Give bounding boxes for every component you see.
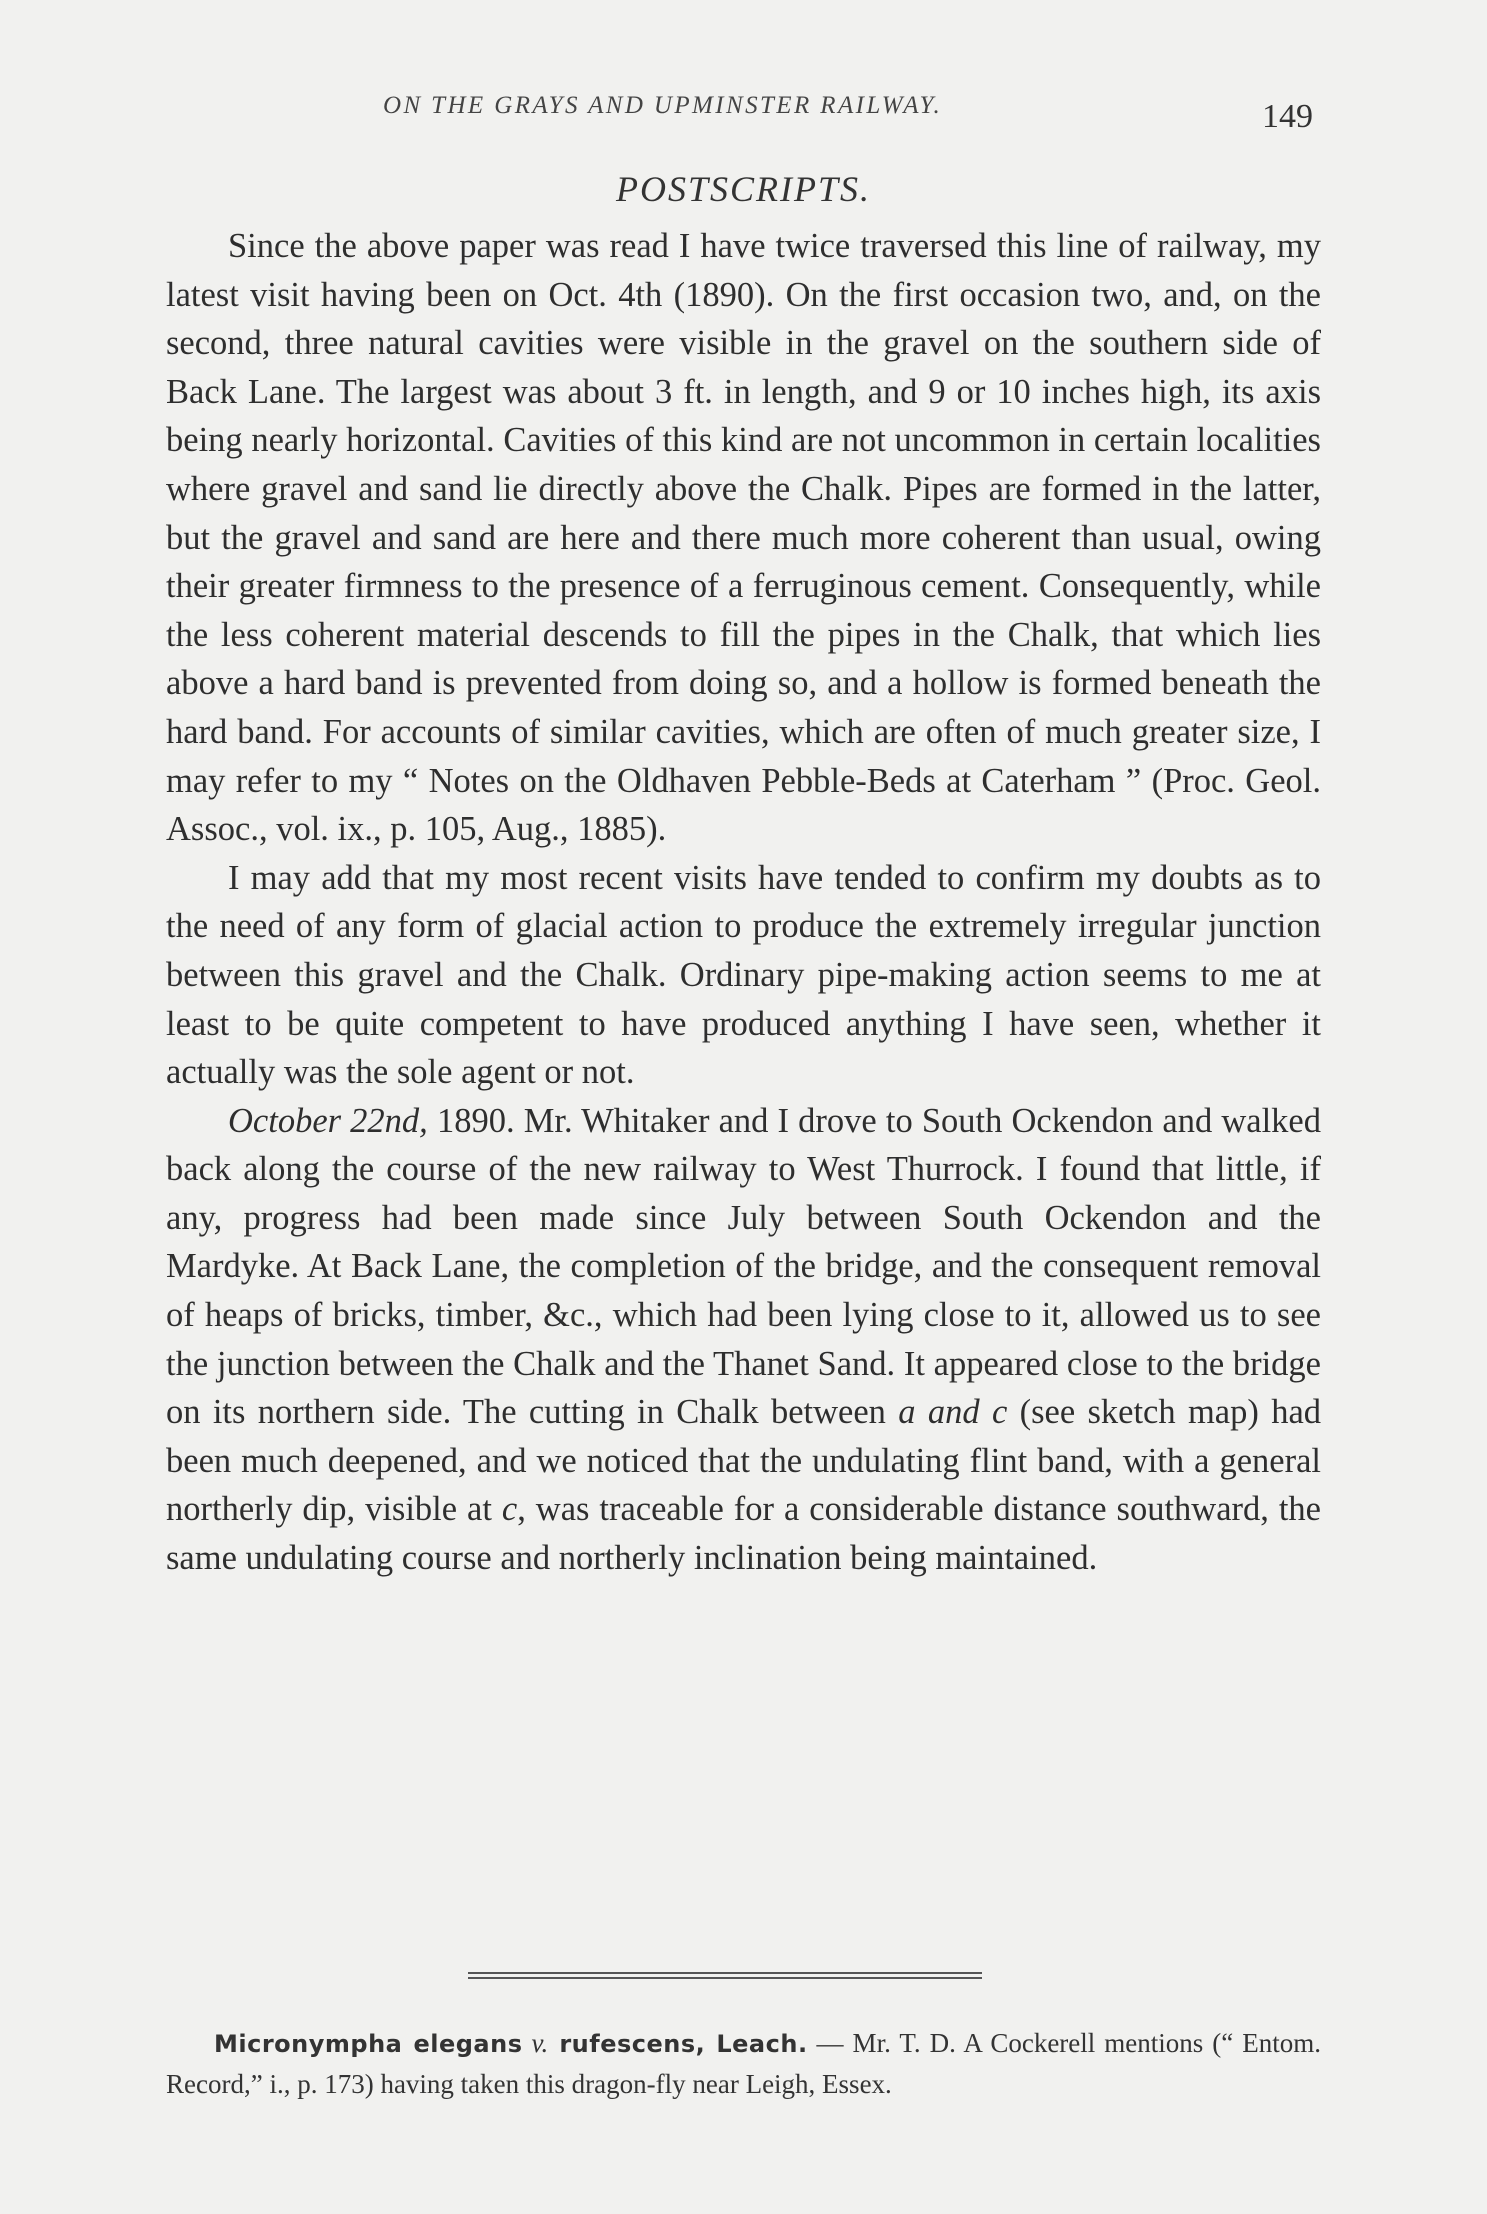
paragraph-october-visit: [166, 1097, 1321, 1583]
species-name: Micronympha elegans: [214, 2030, 523, 2058]
variety-name: rufescens, Leach.: [548, 2030, 808, 2058]
page-number: 149: [1262, 98, 1313, 135]
paragraph-glacial-action: I may add that my most recent visits have tended to confirm my doubts as to the need of any form of glacial action to produce the extremely irregular junction between this gravel and the Chalk. Ordinary pipe-making action seems to me at least to be quite competent to have produced anything I have seen, whether it actually was the sole agent or not.: [166, 858, 1321, 1092]
footnote-text: — Mr. T. D. A Cockerell mentions (“ Entom. Record,” i., p. 173) having taken this dragon-fly near Leigh, Essex.: [166, 2028, 1321, 2099]
map-point-a: a: [898, 1393, 916, 1432]
body-text: [166, 222, 1321, 1583]
section-heading: POSTSCRIPTS.: [615, 169, 871, 209]
entry-date: October 22nd,: [228, 1101, 428, 1140]
map-point-c-second: c: [501, 1490, 518, 1529]
entry-text-3: , was traceable for a considerable distance southward, the same undulating course and northerly inclination being maintained.: [166, 1490, 1321, 1578]
map-point-c: c: [991, 1393, 1008, 1432]
entry-text: Mr. Whitaker and I drove to South Ockendon and walked back along the course of the new railway to West Thurrock. I found that little, if any, progress had been made since July between South Ockendon and the Mardyke. At Back Lane, the completion of the bridge, and the consequent removal of heaps of bricks, timber, &c., which had been lying close to it, allowed us to see the junction between the Chalk and the Thanet Sand. It appeared close to the bridge on its northern side. The cutting in Chalk between: [166, 1101, 1321, 1432]
paragraph-cavities: Since the above paper was read I have twice traversed this line of railway, my latest visit having been on Oct. 4th (1890). On the first occasion two, and, on the second, three natural cavities were visible in the gravel on the southern side of Back Lane. The largest was about 3 ft. in length, and 9 or 10 inches high, its axis being nearly horizontal. Cavities of this kind are not uncommon in certain localities where gravel and sand lie directly above the Chalk. Pipes are formed in the latter, but the gravel and sand are here and there much more coherent than usual, owing their greater firmness to the presence of a ferruginous cement. Consequently, while the less coherent material descends to fill the pipes in the Chalk, that which lies above a hard band is prevented from doing so, and a hollow is formed beneath the hard band. For accounts of similar cavities, which are often of much greater size, I may refer to my “ Notes on the Oldhaven Pebble-Beds at Caterham ” (Proc. Geol. Assoc., vol. ix., p. 105, Aug., 1885).: [166, 227, 1321, 849]
running-head: ON THE GRAYS AND UPMINSTER RAILWAY.: [383, 92, 943, 119]
entry-and: and: [915, 1393, 992, 1432]
section-divider: [468, 1972, 982, 1979]
entry-text-2: (see sketch map) had been much deepened, and we noticed that the undulating flint band, with a general northerly dip, visible at: [166, 1393, 1322, 1529]
entry-year: 1890.: [427, 1101, 515, 1140]
footnote-note: [166, 2023, 1321, 2104]
variety-abbrev: v.: [522, 2028, 549, 2058]
